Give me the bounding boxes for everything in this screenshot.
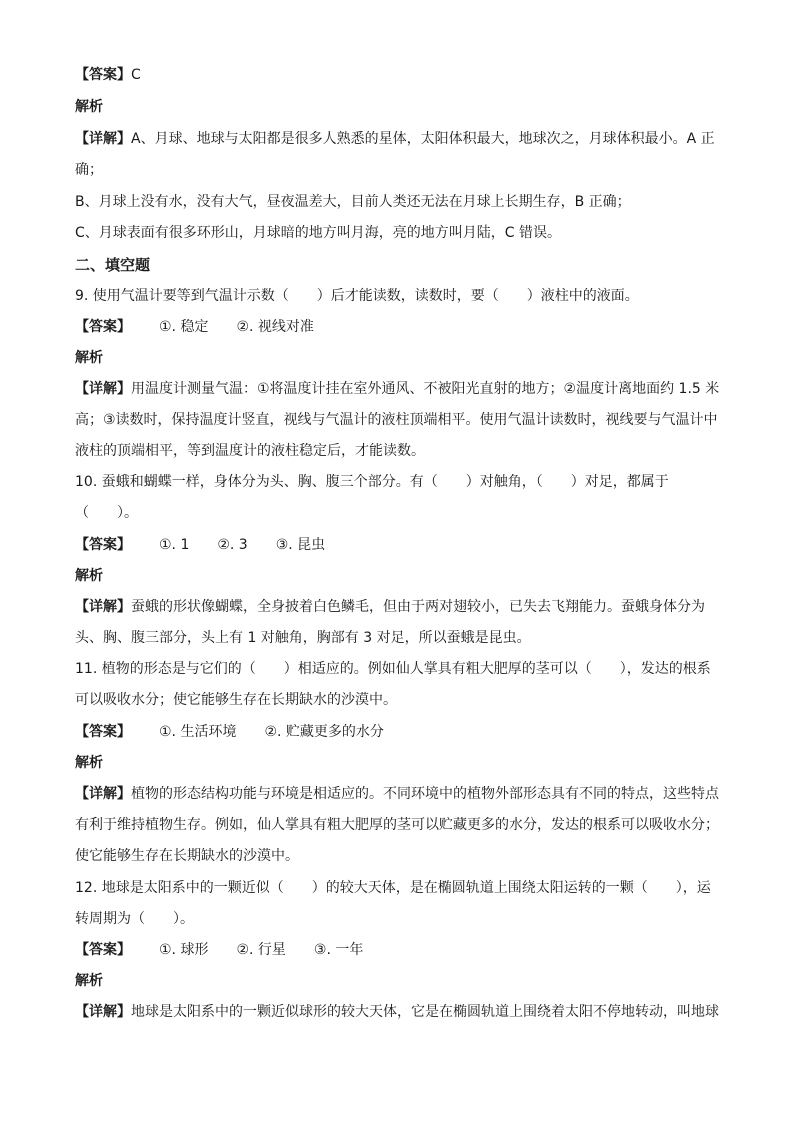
q10-analysis-heading bbox=[75, 565, 720, 587]
q8-detail-line bbox=[75, 128, 720, 150]
q10-detail-line bbox=[75, 596, 720, 618]
q8-detail-text: A、月球、地球与太阳都是很多人熟悉的星体，太阳体积最大，地球次之，月球体积最小。A 正 bbox=[131, 131, 715, 147]
q12-analysis-heading bbox=[75, 970, 720, 992]
q11-detail-line: 有利于维持植物生存。例如，仙人掌具有粗大肥厚的茎可以贮藏更多的水分，发达的根系可以吸收水分； bbox=[75, 817, 719, 833]
q9-answer-1: ①. 稳定 bbox=[159, 319, 209, 335]
detail-tag: 【详解】 bbox=[75, 131, 131, 147]
q10-answer-1: ①. 1 bbox=[159, 537, 190, 553]
answer-tag: 【答案】 bbox=[75, 942, 131, 958]
q10-question-line: （ ）。 bbox=[75, 505, 138, 521]
q10-answer-3: ③. 昆虫 bbox=[275, 537, 326, 553]
q9-detail-line: 高；③读数时，保持温度计竖直，视线与气温计的液柱顶端相平。使用气温计读数时，视线要与气温计中 bbox=[75, 412, 718, 428]
detail-tag: 【详解】 bbox=[75, 1004, 131, 1020]
q11-detail-text: 植物的形态结构功能与环境是相适应的。不同环境中的植物外部形态具有不同的特点，这些特点 bbox=[131, 786, 719, 802]
q12-question-line: 12. 地球是太阳系中的一颗近似（ ）的较大天体，是在椭圆轨道上围绕太阳运转的一颗（ ），运 bbox=[75, 880, 711, 896]
q9-detail-line: 液柱的顶端相平，等到温度计的液柱稳定后，才能读数。 bbox=[75, 443, 425, 459]
q11-answer-1: ①. 生活环境 bbox=[159, 724, 237, 740]
q11-question-line: 可以吸收水分；使它能够生存在长期缺水的沙漠中。 bbox=[75, 692, 397, 708]
q8-detail-line: C、月球表面有很多环形山，月球暗的地方叫月海，亮的地方叫月陆，C 错误。 bbox=[75, 225, 561, 241]
q10-answer-line bbox=[75, 534, 720, 556]
q10-detail-text: 蚕蛾的形状像蝴蝶，全身披着白色鳞毛，但由于两对翅较小，已失去飞翔能力。蚕蛾身体分为 bbox=[131, 599, 705, 615]
q9-answer-2: ②. 视线对准 bbox=[236, 319, 314, 335]
answer-tag: 【答案】 bbox=[75, 67, 131, 83]
q12-detail-line bbox=[75, 1001, 720, 1023]
q10-detail-line: 头、胸、腹三部分，头上有 1 对触角，胸部有 3 对足，所以蚕蛾是昆虫。 bbox=[75, 630, 531, 646]
q12-answer-2: ②. 行星 bbox=[236, 942, 286, 958]
answer-tag: 【答案】 bbox=[75, 319, 131, 335]
analysis-tag: 解析 bbox=[75, 350, 103, 366]
answer-tag: 【答案】 bbox=[75, 537, 131, 553]
q10-answer-2: ②. 3 bbox=[217, 537, 248, 553]
answer-tag: 【答案】 bbox=[75, 724, 131, 740]
q8-analysis-heading bbox=[75, 96, 720, 118]
analysis-tag: 解析 bbox=[75, 973, 103, 989]
q11-question-line: 11. 植物的形态是与它们的（ ）相适应的。例如仙人掌具有粗大肥厚的茎可以（ ），发达的根系 bbox=[75, 661, 711, 677]
detail-tag: 【详解】 bbox=[75, 786, 131, 802]
detail-tag: 【详解】 bbox=[75, 381, 131, 397]
q12-detail-text: 地球是太阳系中的一颗近似球形的较大天体，它是在椭圆轨道上围绕着太阳不停地转动，叫地球 bbox=[131, 1004, 719, 1020]
q11-answer-line bbox=[75, 721, 720, 743]
q9-answer-line bbox=[75, 316, 720, 338]
analysis-tag: 解析 bbox=[75, 99, 103, 115]
analysis-tag: 解析 bbox=[75, 568, 103, 584]
q9-question: 9. 使用气温计要等到气温计示数（ ）后才能读数，读数时，要（ ）液柱中的液面。 bbox=[75, 288, 639, 304]
section-title: 二、填空题 bbox=[75, 256, 151, 274]
q12-question-line: 转周期为（ ）。 bbox=[75, 911, 194, 927]
analysis-tag: 解析 bbox=[75, 755, 103, 771]
q11-analysis-heading bbox=[75, 752, 720, 774]
q9-detail-text: 用温度计测量气温：①将温度计挂在室外通风、不被阳光直射的地方；②温度计离地面约 1.5 米 bbox=[131, 381, 720, 397]
q12-answer-1: ①. 球形 bbox=[159, 942, 209, 958]
q11-answer-2: ②. 贮藏更多的水分 bbox=[264, 724, 384, 740]
q8-answer-value: C bbox=[131, 67, 141, 83]
q8-answer-line bbox=[75, 64, 720, 86]
q12-answer-3: ③. 一年 bbox=[313, 942, 364, 958]
q10-question-line: 10. 蚕蛾和蝴蝶一样，身体分为头、胸、腹三个部分。有（ ）对触角，（ ）对足，都属于 bbox=[75, 474, 669, 490]
q9-analysis-heading bbox=[75, 347, 720, 369]
q11-detail-line: 使它能够生存在长期缺水的沙漠中。 bbox=[75, 848, 299, 864]
q11-detail-line bbox=[75, 783, 720, 805]
q8-detail-line: 确； bbox=[75, 162, 103, 178]
detail-tag: 【详解】 bbox=[75, 599, 131, 615]
q12-answer-line bbox=[75, 939, 720, 961]
q8-detail-line: B、月球上没有水，没有大气，昼夜温差大，目前人类还无法在月球上长期生存，B 正确； bbox=[75, 194, 631, 210]
q9-detail-line bbox=[75, 378, 720, 400]
